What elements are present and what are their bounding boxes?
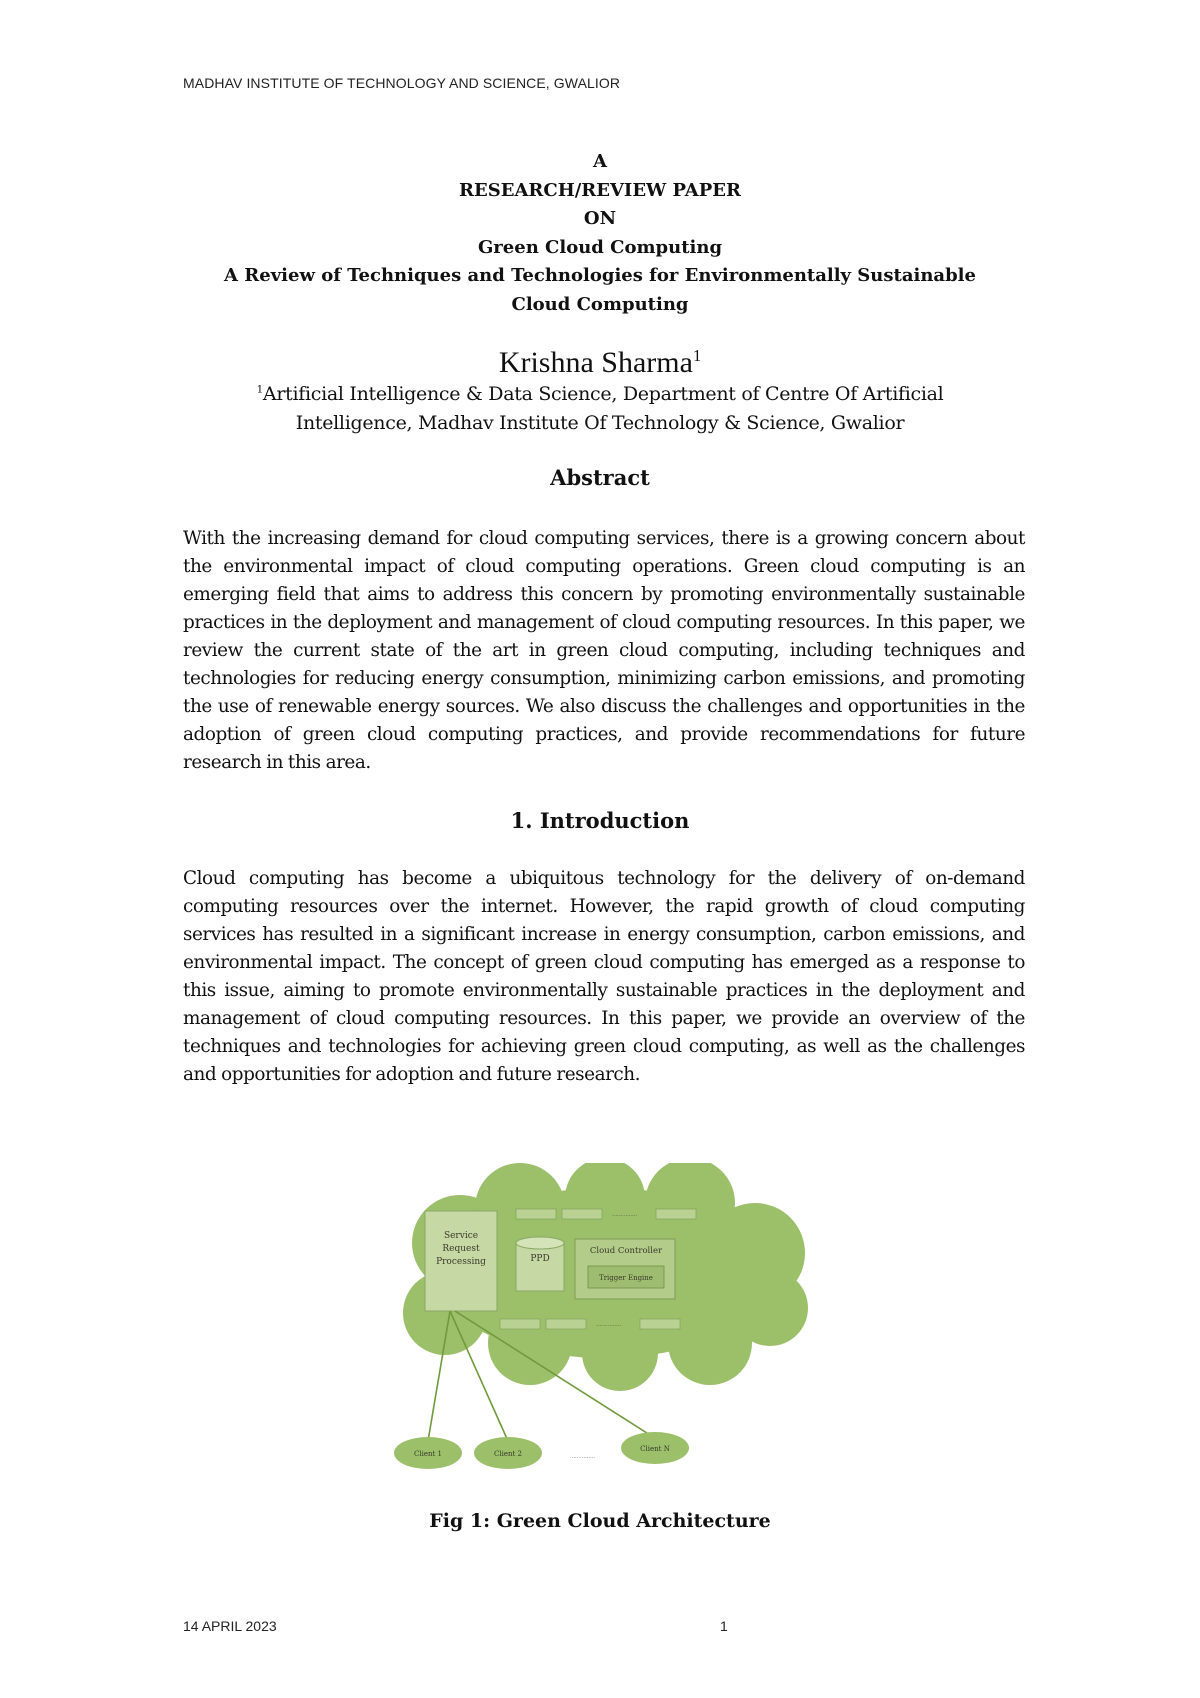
service-box xyxy=(425,1211,497,1311)
processing-label: Processing xyxy=(436,1257,486,1267)
ppd-label: PPD xyxy=(530,1254,550,1264)
top-row-dots: …………… xyxy=(612,1212,637,1218)
author-name: Krishna Sharma xyxy=(498,346,693,379)
affiliation-text-1: Artificial Intelligence & Data Science, Department of Centre Of Artificial xyxy=(262,383,944,405)
title-line-type: RESEARCH/REVIEW PAPER xyxy=(459,179,741,201)
client-n-label: Client N xyxy=(640,1445,670,1453)
engine-label: Trigger Engine xyxy=(599,1274,653,1282)
title-line-on: ON xyxy=(583,208,617,229)
introduction-text: Cloud computing has become a ubiquitous technology for the delivery of on-demand computing resources over the internet. However, the rapid growth of cloud computing services has resulted in a significant increase in energy consumption, carbon emissions, and environmental impact. The concept of green cloud computing has emerged as a response to this issue, aiming to promote environmentally sustainable practices in the deployment and management of cloud computing resources. In this paper, we provide an overview of the techniques and technologies for achieving green cloud computing, as well as the challenges and opportunities for adoption and future research. xyxy=(183,868,1025,1085)
request-label: Request xyxy=(442,1244,480,1254)
author-name-line xyxy=(150,346,1050,380)
affiliation-line-2: Intelligence, Madhav Institute Of Technology & Science, Gwalior xyxy=(295,412,905,434)
bottom-row-dots: …………… xyxy=(596,1322,621,1328)
figure-caption: Fig 1: Green Cloud Architecture xyxy=(429,1510,771,1532)
service-label: Service xyxy=(443,1231,479,1241)
title-line-subtitle: A Review of Techniques and Technologies for Environmentally Sustainable xyxy=(224,265,976,286)
cloud-controller-box xyxy=(575,1239,675,1299)
abstract-text: With the increasing demand for cloud computing services, there is a growing concern about the environmental impact of cloud computing operations. Green cloud computing is an emerging field that aims to address this concern by promoting environmentally sustainable practices in the deployment and management of cloud computing resources. In this paper, we review the current state of the art in green cloud computing, including techniques and technologies for reducing energy consumption, minimizing carbon emissions, and promoting the use of renewable energy sources. We also discuss the challenges and opportunities in the adoption of green cloud computing practices, and provide recommendations for future research in this area. xyxy=(183,528,1025,773)
page-number: 1 xyxy=(720,1618,728,1634)
affiliation-line-1 xyxy=(150,380,1050,409)
introduction-heading: 1. Introduction xyxy=(510,808,690,833)
green-cloud-architecture-figure xyxy=(390,1163,820,1481)
clients-dots: …………… xyxy=(570,1454,595,1460)
client-1-label: Client 1 xyxy=(414,1450,442,1458)
client-2-label: Client 2 xyxy=(494,1450,522,1458)
author-marker: 1 xyxy=(692,346,702,365)
abstract-heading: Abstract xyxy=(550,465,650,490)
title-line-topic: Green Cloud Computing xyxy=(477,236,723,258)
affiliation-marker: 1 xyxy=(256,383,263,396)
ppd-cylinder xyxy=(516,1237,564,1291)
title-line-subtitle-end: Cloud Computing xyxy=(511,293,689,315)
title-line-a: A xyxy=(593,151,607,172)
running-header: MADHAV INSTITUTE OF TECHNOLOGY AND SCIENCE, GWALIOR xyxy=(183,75,621,91)
controller-label: Cloud Controller xyxy=(589,1246,663,1256)
clients-row xyxy=(394,1432,689,1469)
affiliation xyxy=(150,380,1050,438)
paper-title xyxy=(150,148,1050,319)
footer-date: 14 APRIL 2023 xyxy=(183,1618,277,1634)
